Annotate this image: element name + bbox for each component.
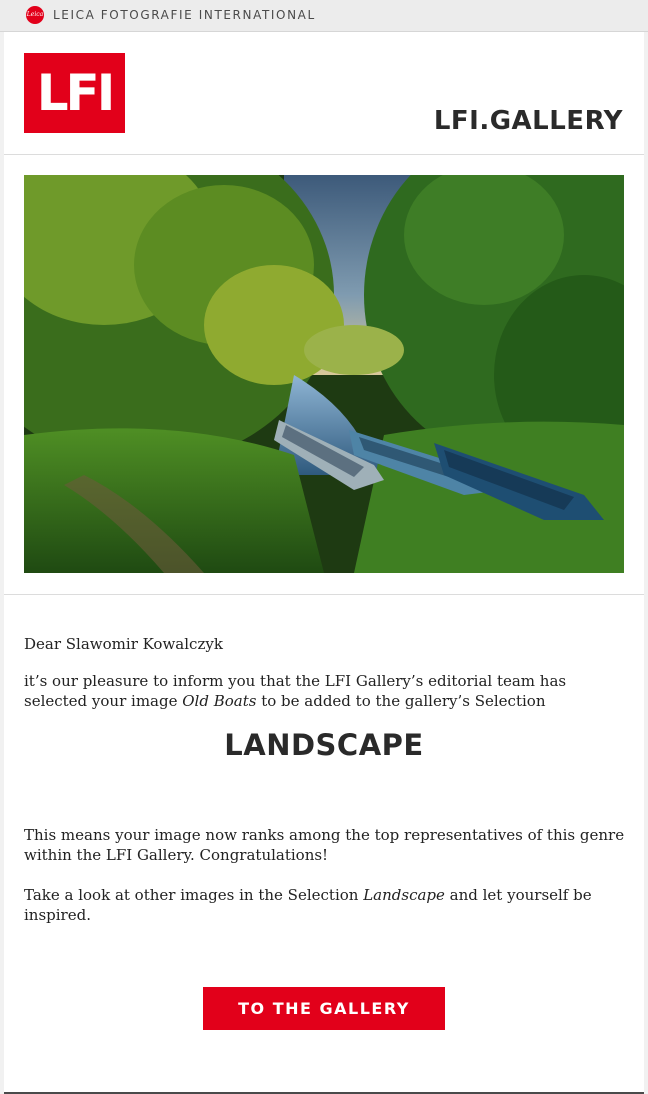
- invitation-text-start: Take a look at other images in the Selection: [24, 886, 364, 904]
- email-header: [4, 32, 644, 155]
- selection-link-text: Landscape: [363, 886, 445, 904]
- invitation-text-end: and let yourself be inspired.: [24, 886, 592, 924]
- invitation-paragraph: [24, 885, 629, 925]
- email-card: [4, 32, 644, 1092]
- image-title: Old Boats: [182, 692, 257, 710]
- selection-name: LANDSCAPE: [224, 728, 424, 762]
- landscape-photo: [24, 175, 624, 573]
- to-the-gallery-button[interactable]: TO THE GALLERY: [203, 987, 445, 1030]
- brand-name: LEICA FOTOGRAFIE INTERNATIONAL: [53, 8, 316, 22]
- intro-paragraph: [24, 671, 629, 711]
- top-bar: [0, 0, 648, 32]
- greeting: Dear Slawomir Kowalczyk: [24, 635, 223, 653]
- intro-text-end: to be added to the gallery’s Selection: [256, 692, 546, 710]
- hero-image[interactable]: [24, 175, 624, 573]
- lfi-logo[interactable]: LFI: [24, 53, 125, 133]
- intro-text-start: it’s our pleasure to inform you that the LFI Gallery’s editorial team has selected your image: [24, 672, 567, 710]
- leica-logo-icon: Leica: [26, 6, 44, 24]
- divider: [4, 594, 644, 595]
- congratulations-paragraph: This means your image now ranks among the top representatives of this genre within the LFI Gallery. Congratulations!: [24, 826, 625, 864]
- gallery-title: LFI.GALLERY: [433, 106, 623, 136]
